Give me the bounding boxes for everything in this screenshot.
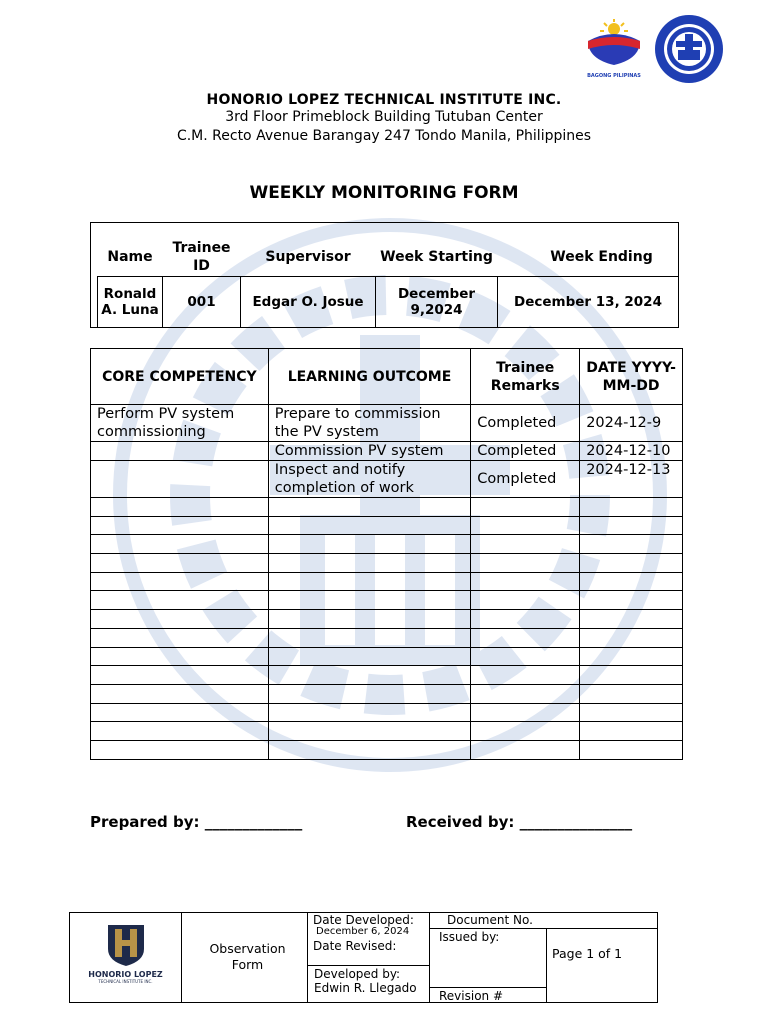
bagong-pilipinas-logo xyxy=(582,19,646,79)
outcome-cell: Prepare to commission the PV system xyxy=(268,405,471,442)
document-footer xyxy=(69,912,658,1003)
hlti-shield-icon xyxy=(104,921,148,967)
outcome-cell: Inspect and notify completion of work xyxy=(268,461,471,498)
competency-cell xyxy=(91,461,269,498)
bagong-pilipinas-text: BAGONG PILIPINAS xyxy=(587,73,641,79)
bagong-pilipinas-emblem-icon xyxy=(582,19,646,67)
core-competency-header: CORE COMPETENCY xyxy=(91,349,269,405)
form-title: WEEKLY MONITORING FORM xyxy=(249,183,519,203)
address-line-2: C.M. Recto Avenue Barangay 247 Tondo Manila, Philippines xyxy=(176,128,592,144)
institution-name: HONORIO LOPEZ TECHNICAL INSTITUTE INC. xyxy=(206,92,562,108)
remarks-cell: Completed xyxy=(471,461,580,498)
week-ending-header: Week Ending xyxy=(550,248,653,265)
empty-row xyxy=(91,498,683,517)
week-starting-date: December 9,2024 xyxy=(376,276,498,327)
tesda-logo-icon xyxy=(654,14,724,84)
address-line-1: 3rd Floor Primeblock Building Tutuban Center xyxy=(225,109,543,125)
supervisor-name: Edgar O. Josue xyxy=(241,276,376,327)
header-logos xyxy=(582,14,724,84)
outcome-cell: Commission PV system xyxy=(268,442,471,461)
remarks-cell: Completed xyxy=(471,442,580,461)
trainee-name: Ronald A. Luna xyxy=(98,276,163,327)
date-cell: 2024-12-10 xyxy=(580,442,683,461)
empty-row xyxy=(91,740,683,759)
trainee-id: 001 xyxy=(163,276,241,327)
trainee-remarks-header: Trainee Remarks xyxy=(471,349,580,405)
week-ending-date: December 13, 2024 xyxy=(498,276,679,327)
trainee-id-header: Trainee ID xyxy=(172,239,231,274)
week-starting-header: Week Starting xyxy=(380,248,493,265)
competency-cell xyxy=(91,442,269,461)
empty-row xyxy=(91,610,683,629)
document-no-label: Document No. xyxy=(447,913,533,927)
date-cell: 2024-12-13 xyxy=(580,461,683,498)
table-row xyxy=(91,405,683,442)
developed-by-label: Developed by: xyxy=(314,967,401,981)
date-header: DATE YYYY-MM-DD xyxy=(580,349,683,405)
hlti-logo-sub: TECHNICAL INSTITUTE INC. xyxy=(98,979,153,984)
date-developed-label: Date Developed: xyxy=(313,913,414,927)
hlti-logo xyxy=(70,913,181,1002)
remarks-cell: Completed xyxy=(471,405,580,442)
table-row xyxy=(91,442,683,461)
page-number: Page 1 of 1 xyxy=(552,946,623,961)
empty-row xyxy=(91,647,683,666)
trainee-info-table xyxy=(97,238,679,328)
learning-outcome-header: LEARNING OUTCOME xyxy=(268,349,471,405)
info-header-row xyxy=(98,238,679,276)
developed-by-value: Edwin R. Llegado xyxy=(314,981,417,995)
empty-row xyxy=(91,666,683,685)
empty-row xyxy=(91,554,683,573)
competency-table xyxy=(90,348,683,760)
empty-row xyxy=(91,572,683,591)
date-developed-value: December 6, 2024 xyxy=(316,926,410,937)
date-cell: 2024-12-9 xyxy=(580,405,683,442)
info-value-row xyxy=(98,276,679,327)
received-by-line: Received by: _______________ xyxy=(406,813,633,831)
competency-table-header xyxy=(91,349,683,405)
empty-row xyxy=(91,516,683,535)
institution-header xyxy=(0,92,768,146)
empty-row xyxy=(91,628,683,647)
revision-label: Revision # xyxy=(439,989,504,1003)
table-row xyxy=(91,461,683,498)
empty-row xyxy=(91,535,683,554)
date-revised-label: Date Revised: xyxy=(313,939,397,953)
empty-row xyxy=(91,684,683,703)
hlti-logo-name: HONORIO LOPEZ xyxy=(88,970,163,979)
name-header: Name xyxy=(107,248,153,265)
prepared-by-line: Prepared by: _____________ xyxy=(90,813,303,831)
empty-row xyxy=(91,722,683,741)
form-type: Observation Form xyxy=(209,941,286,972)
issued-by-label: Issued by: xyxy=(439,930,500,944)
competency-cell: Perform PV system commissioning xyxy=(91,405,269,442)
supervisor-header: Supervisor xyxy=(265,248,351,265)
empty-row xyxy=(91,591,683,610)
empty-row xyxy=(91,703,683,722)
